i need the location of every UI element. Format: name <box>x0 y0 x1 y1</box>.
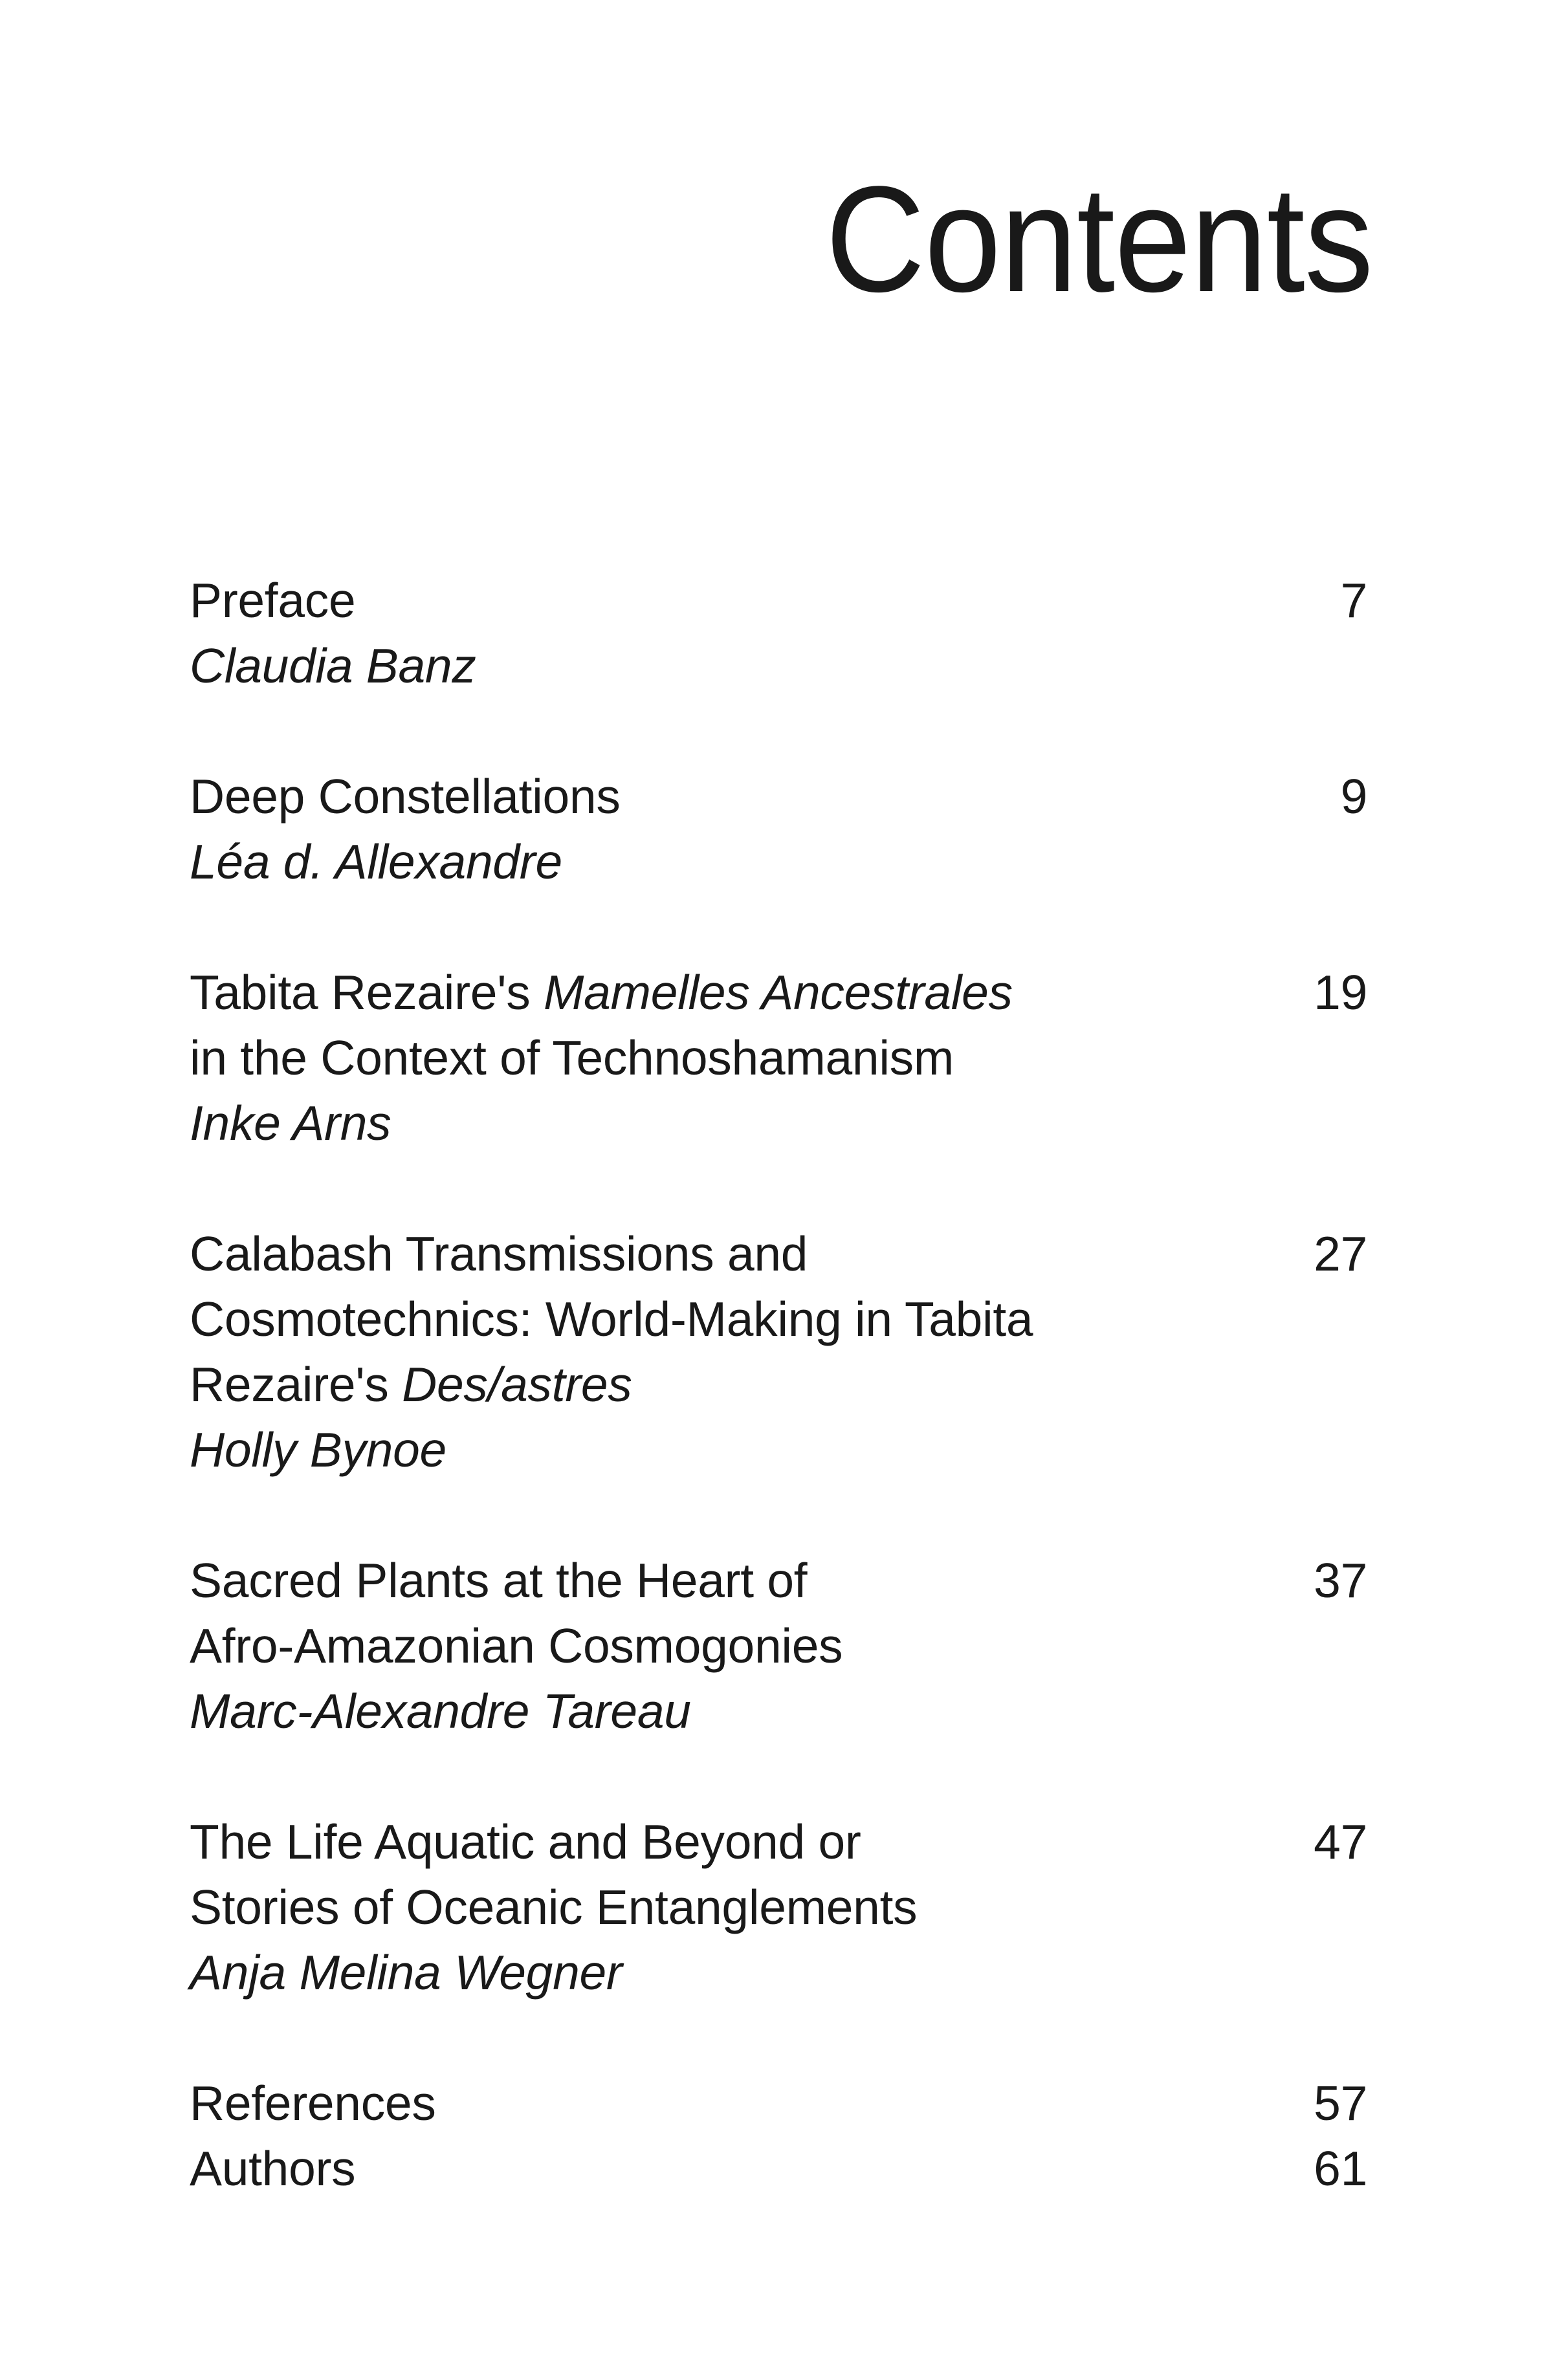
toc-line <box>190 2136 1367 2201</box>
toc-text-segment: Cosmotechnics: World-Making in Tabita <box>190 1292 1033 1346</box>
page-number: 27 <box>1314 1227 1367 1281</box>
toc-text-segment: Rezaire's <box>190 1357 402 1412</box>
toc-line <box>190 764 1367 829</box>
toc-line <box>190 1875 1367 1940</box>
toc-line-text <box>190 1875 917 1940</box>
toc-text-segment: Stories of Oceanic Entanglements <box>190 1880 918 1934</box>
toc-block <box>190 1221 1367 1483</box>
toc-line <box>190 1940 1367 2005</box>
toc-text-segment: in the Context of Technoshamanism <box>190 1031 954 1085</box>
toc-text-segment: Deep Constellations <box>190 769 621 824</box>
toc-block <box>190 764 1367 895</box>
toc-text-segment: Des/astres <box>402 1357 632 1412</box>
toc-text-segment: Claudia Banz <box>190 639 476 693</box>
page-number: 61 <box>1314 2141 1367 2196</box>
toc-list <box>190 568 1367 2201</box>
toc-line <box>190 1025 1367 1091</box>
page-number: 19 <box>1314 965 1367 1020</box>
toc-line-text <box>190 1352 632 1417</box>
toc-text-segment: Sacred Plants at the Heart of <box>190 1553 808 1608</box>
toc-text-segment: Authors <box>190 2141 356 2196</box>
toc-line-text <box>190 1091 391 1156</box>
toc-text-segment: Marc-Alexandre Tareau <box>190 1684 691 1738</box>
page-number: 7 <box>1340 573 1367 628</box>
toc-text-segment: References <box>190 2076 436 2130</box>
toc-text-segment: Calabash Transmissions and <box>190 1227 808 1281</box>
toc-line <box>190 1548 1367 1613</box>
toc-line-text <box>190 2136 355 2201</box>
toc-line <box>190 2071 1367 2136</box>
toc-line-text <box>190 1548 807 1613</box>
page-number: 57 <box>1314 2076 1367 2130</box>
toc-block <box>190 960 1367 1156</box>
toc-line-text <box>190 1287 1033 1352</box>
toc-line-text <box>190 568 355 633</box>
toc-text-segment: Preface <box>190 573 356 628</box>
toc-text-segment: Tabita Rezaire's <box>190 965 544 1020</box>
toc-line <box>190 1091 1367 1156</box>
toc-line <box>190 633 1367 699</box>
toc-text-segment: Holly Bynoe <box>190 1423 446 1477</box>
page-number: 47 <box>1314 1815 1367 1869</box>
toc-block <box>190 568 1367 699</box>
toc-text-segment: Afro-Amazonian Cosmogonies <box>190 1619 843 1673</box>
toc-line <box>190 1809 1367 1875</box>
toc-text-segment: Inke Arns <box>190 1096 391 1150</box>
toc-text-segment: Mamelles Ancestrales <box>543 965 1013 1020</box>
toc-block <box>190 1809 1367 2005</box>
toc-text-segment: Léa d. Allexandre <box>190 835 562 889</box>
toc-line <box>190 1613 1367 1679</box>
page-number: 37 <box>1314 1553 1367 1608</box>
page-title: Contents <box>826 155 1373 323</box>
toc-line <box>190 1221 1367 1287</box>
page-number: 9 <box>1340 769 1367 824</box>
toc-line-text <box>190 764 621 829</box>
toc-block <box>190 1548 1367 1744</box>
toc-line-text <box>190 2071 436 2136</box>
toc-line-text <box>190 1221 808 1287</box>
toc-line-text <box>190 1940 622 2005</box>
toc-line-text <box>190 1613 843 1679</box>
toc-line <box>190 568 1367 633</box>
toc-line-text <box>190 829 562 895</box>
toc-line-text <box>190 1025 954 1091</box>
toc-line-text <box>190 1809 861 1875</box>
toc-line-text <box>190 960 1013 1025</box>
toc-line <box>190 1352 1367 1417</box>
toc-line-text <box>190 633 476 699</box>
toc-line <box>190 1417 1367 1483</box>
toc-line <box>190 1679 1367 1744</box>
toc-line <box>190 960 1367 1025</box>
toc-line-text <box>190 1679 691 1744</box>
toc-line <box>190 829 1367 895</box>
toc-text-segment: The Life Aquatic and Beyond or <box>190 1815 861 1869</box>
toc-text-segment: Anja Melina Wegner <box>190 1945 622 2000</box>
toc-block <box>190 2071 1367 2201</box>
toc-line-text <box>190 1417 446 1483</box>
toc-line <box>190 1287 1367 1352</box>
